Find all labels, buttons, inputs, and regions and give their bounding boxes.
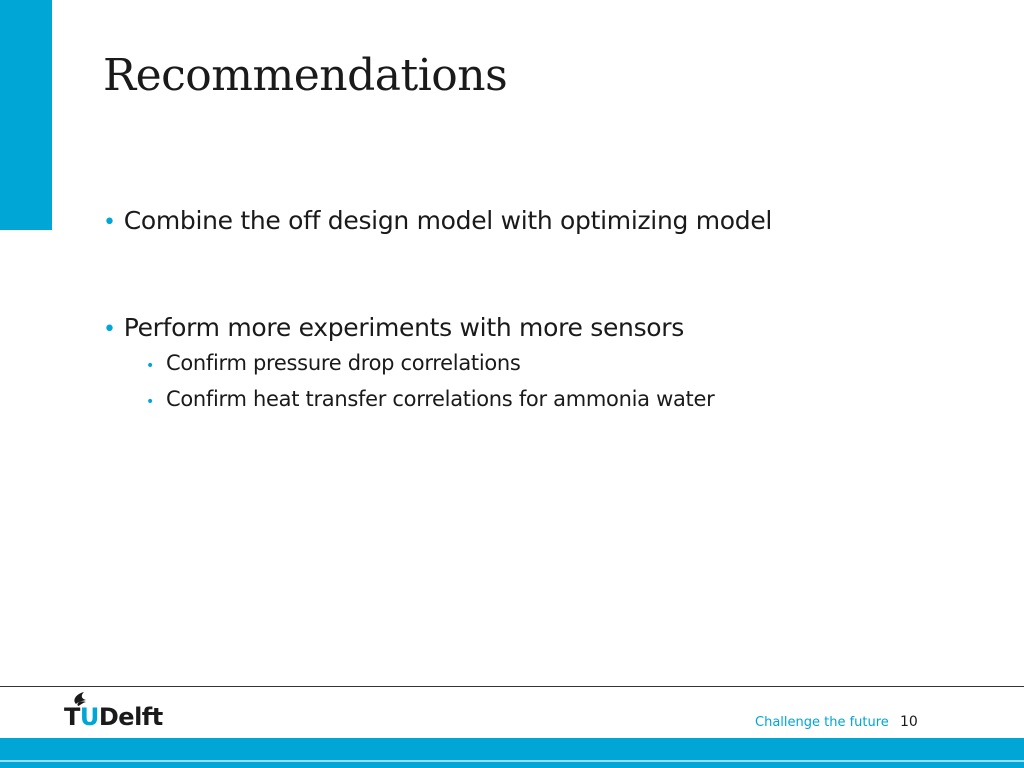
accent-bar — [0, 0, 52, 230]
bullet-dot-icon: • — [103, 210, 116, 235]
sub-bullet-item — [146, 351, 521, 375]
logo-letter-u: U — [79, 703, 99, 731]
footer-tagline: Challenge the future — [755, 715, 889, 730]
sub-bullet-item — [146, 387, 714, 411]
logo-word-delft: Delft — [98, 703, 163, 731]
footer-stripe — [0, 760, 1024, 762]
sub-bullet-text: Confirm pressure drop correlations — [165, 351, 521, 375]
bullet-item — [103, 313, 684, 342]
sub-bullet-text: Confirm heat transfer correlations for ammonia water — [165, 387, 715, 411]
slide-title: Recommendations — [103, 50, 508, 101]
tu-delft-logo — [64, 703, 163, 731]
footer-color-bar — [0, 738, 1024, 768]
bullet-item — [103, 206, 772, 235]
bullet-dot-icon: • — [103, 317, 116, 342]
bullet-dot-icon: • — [146, 394, 154, 410]
bullet-dot-icon: • — [146, 358, 154, 374]
bullet-text: Perform more experiments with more sensors — [123, 313, 685, 342]
logo-letter-t: T — [64, 703, 80, 731]
bullet-text: Combine the off design model with optimizing model — [123, 206, 773, 235]
page-number: 10 — [900, 714, 918, 730]
footer-divider — [0, 686, 1024, 687]
